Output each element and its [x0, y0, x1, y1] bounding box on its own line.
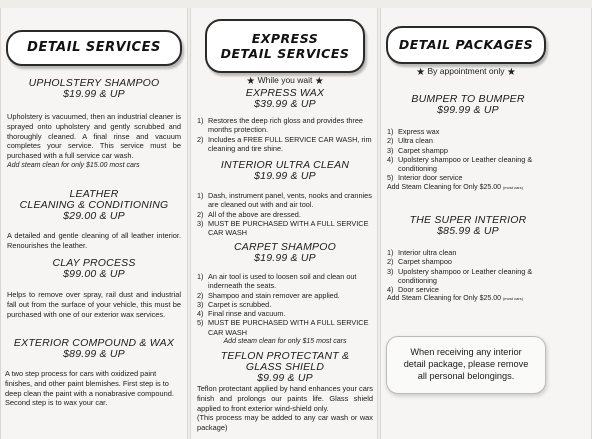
section-price: $19.99 & UP: [254, 170, 316, 182]
list-item: 1) Interior ultra clean: [387, 248, 457, 257]
section-note: Add Steam Cleaning for Only $25.00 (most cars): [387, 183, 523, 191]
list-item: 3) MUST BE PURCHASED WITH A FULL SERVICE CAR WASH: [197, 218, 369, 238]
section-clay-process: [7, 258, 181, 319]
star-icon: ★: [246, 76, 256, 87]
section-list: [197, 191, 373, 237]
list-item: 1) Restores the deep rich gloss and provides three months protection.: [197, 116, 363, 135]
section-price: $19.99 & UP: [63, 88, 125, 100]
list-item: 3) Carpet is scrubbed.: [197, 299, 272, 309]
panel-subtitle: While you wait: [257, 75, 313, 85]
panel-title: DETAIL PACKAGES: [398, 37, 534, 52]
section-price: $99.99 & UP: [437, 104, 499, 116]
section-title: CLAY PROCESS: [52, 257, 136, 269]
list-item: 2) Shampoo and stain remover are applied.: [197, 290, 340, 300]
section-description: A two step process for cars with oxidized paint finishes, and other paint blemishes. First step is to deep clean the paint with a nonabrasive compound. Second step is to wax your car.: [5, 369, 174, 408]
section-title: LEATHER: [69, 188, 119, 200]
panel-subtitle: By appointment only: [427, 66, 505, 76]
section-description: Helps to remove over spray, rail dust and industrial fall out from the surface of your vehicle, this must be purchased with one of our exterior wax services.: [7, 290, 181, 319]
panel-title-pill: [205, 19, 365, 73]
section-teflon-glass-shield: [197, 351, 373, 433]
list-item: 2) Ultra clean: [387, 136, 433, 146]
panel-title: DETAIL SERVICES: [27, 40, 161, 55]
section-title: TEFLON PROTECTANT &: [220, 350, 350, 362]
section-title: CARPET SHAMPOO: [234, 241, 336, 253]
section-note-small: (most cars): [502, 184, 523, 190]
section-description-extra: (This process may be added to any car wash or wax package): [197, 413, 373, 433]
star-icon: ★: [314, 76, 324, 87]
section-description: Teflon protectant applied by hand enhances your cars finish and prolongs our paints life. Glass shield applied to front exterior wind-shield only.: [197, 384, 373, 413]
list-item: 5) Interior door service: [387, 173, 463, 183]
section-title: INTERIOR ULTRA CLEAN: [220, 159, 350, 171]
list-item: 3) Carpet shampp: [387, 145, 448, 155]
section-list: [387, 248, 549, 294]
section-price: $29.00 & UP: [63, 210, 125, 222]
section-description: A detailed and gentle cleaning of all leather interior. Renourishes the leather.: [7, 231, 181, 250]
section-list: [387, 127, 549, 183]
panel-title-line2: DETAIL SERVICES: [220, 46, 350, 61]
notice-box: [386, 336, 546, 394]
section-title: EXTERIOR COMPOUND & WAX: [13, 337, 175, 349]
section-title-line2: CLEANING & CONDITIONING: [19, 199, 169, 211]
section-price: $85.99 & UP: [437, 225, 499, 237]
list-item: 1) Dash, instrument panel, vents, nooks and crannies are cleaned out with and air tool.: [197, 191, 372, 210]
list-item: 1) An air tool is used to loosen soil and clean out inderneath the seats.: [197, 272, 357, 291]
section-list: [197, 272, 373, 337]
section-price: $19.99 & UP: [254, 252, 316, 264]
section-express-wax: [197, 88, 373, 153]
panel-subtitle-row: [381, 66, 551, 78]
section-bumper-to-bumper: [387, 94, 549, 192]
list-item: 4) Final rinse and vacuum.: [197, 309, 286, 319]
list-item: 4) Upolstery shampoo or Leather cleaning & conditioning: [387, 154, 533, 174]
list-item: 2) All of the above are dressed.: [197, 209, 301, 219]
section-title: BUMPER TO BUMPER: [411, 93, 525, 105]
section-price: $99.00 & UP: [63, 268, 125, 280]
section-note: Add Steam Cleaning for Only $25.00 (most cars): [387, 295, 523, 303]
section-price: $9.99 & UP: [257, 372, 313, 384]
notice-line: When receiving any interior: [410, 347, 522, 357]
panel-express-detail-services: [190, 8, 378, 439]
section-list: [197, 116, 373, 153]
section-leather-cleaning: [7, 189, 181, 251]
section-note-small: (most cars): [502, 296, 523, 302]
panel-title-pill: [386, 26, 546, 64]
section-interior-ultra-clean: [197, 160, 373, 237]
section-title: UPHOLSTERY SHAMPOO: [28, 77, 160, 89]
list-item: 1) Express wax: [387, 127, 440, 136]
section-upholstery-shampoo: [7, 78, 181, 170]
section-title-line2: GLASS SHIELD: [245, 361, 325, 373]
list-item: 3) Upolstery shampoo or Leather cleaning & conditioning: [387, 266, 533, 285]
section-price: $39.99 & UP: [254, 98, 316, 110]
panel-title-pill: [6, 30, 182, 66]
section-note: Add steam clean for only $15.00 most cars: [7, 161, 140, 169]
list-item: 2) Includes a FREE FULL SERVICE CAR WASH, rim cleaning and tire shine.: [197, 134, 372, 153]
panel-detail-packages: [380, 8, 592, 439]
list-item: 2) Carpet shampoo: [387, 257, 452, 267]
section-title: EXPRESS WAX: [245, 87, 325, 99]
section-exterior-compound-wax: [5, 338, 183, 408]
section-price: $89.99 & UP: [63, 348, 125, 360]
section-carpet-shampoo: [197, 242, 373, 346]
star-icon: ★: [416, 67, 426, 78]
section-description: Upholstery is vacuumed, then an industrial cleaner is sprayed onto upholstery and gently scrubbed and thoroughly cleaned. A final rinse and vacuum completes your service. This service must be purchased with a full service car wash.: [7, 112, 181, 161]
section-title: THE SUPER INTERIOR: [409, 214, 527, 226]
panel-detail-services: [0, 8, 188, 439]
notice-line: all personal belongings.: [417, 371, 515, 381]
panel-title: EXPRESS: [251, 31, 319, 46]
section-note: Add steam clean for only $15 most cars: [223, 338, 347, 346]
section-super-interior: [387, 215, 549, 303]
list-item: 5) MUST BE PURCHASED WITH A FULL SERVICE CAR WASH: [197, 318, 369, 337]
panel-subtitle-row: [191, 75, 379, 87]
list-item: 4) Door service: [387, 285, 439, 295]
notice-line: detail package, please remove: [403, 359, 529, 369]
star-icon: ★: [506, 67, 516, 78]
